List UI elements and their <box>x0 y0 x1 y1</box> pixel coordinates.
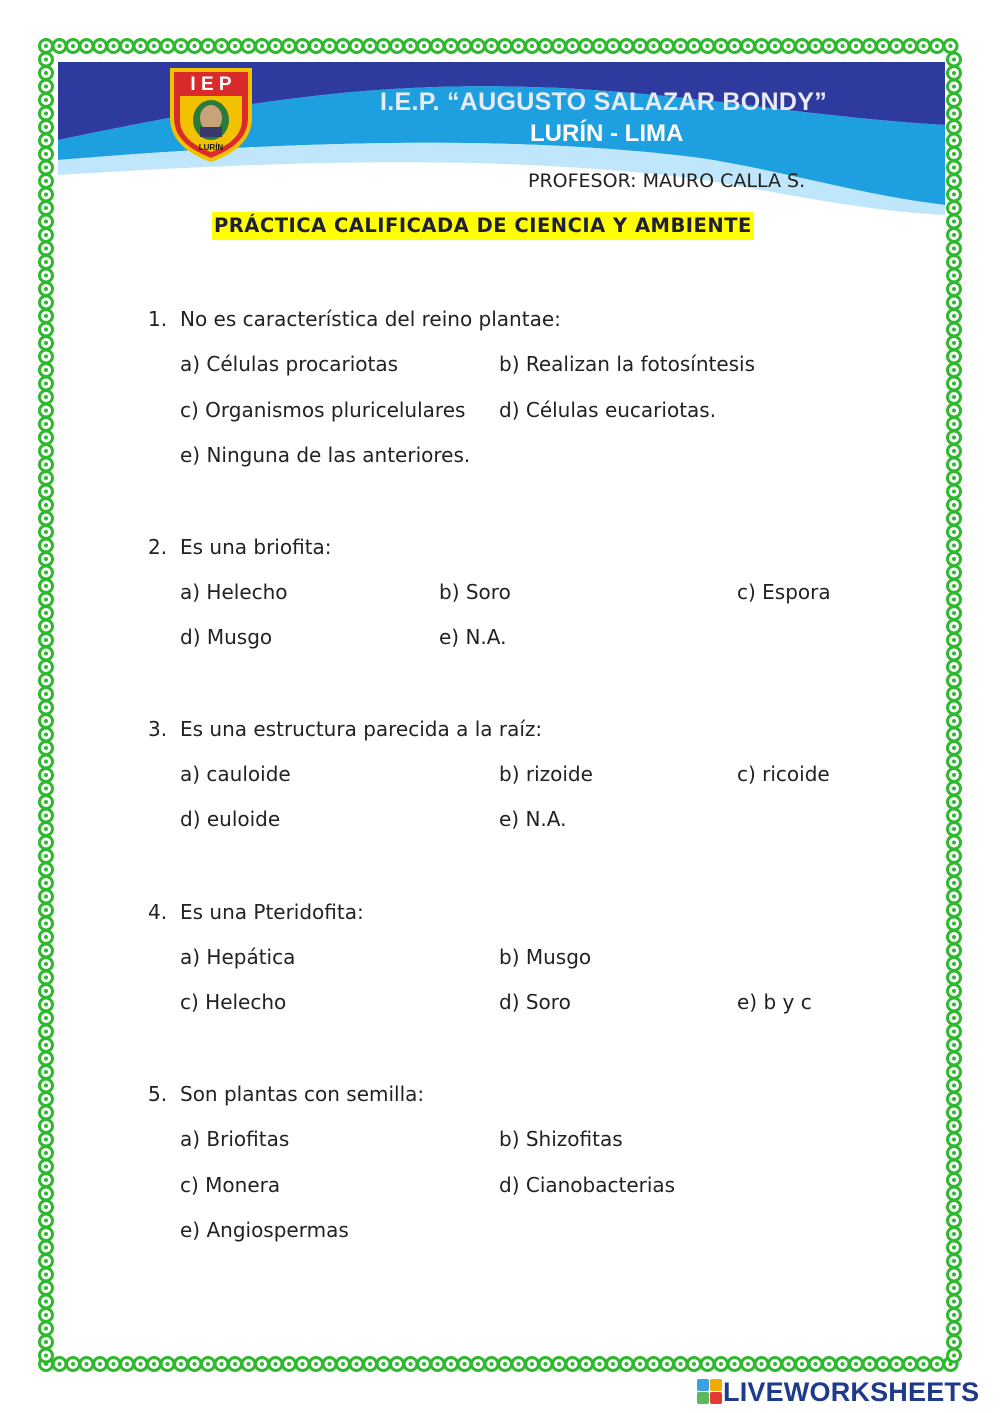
question-text: Es una Pteridofita: <box>180 900 364 924</box>
school-name: I.E.P. “AUGUSTO SALAZAR BONDY” <box>380 88 828 116</box>
border-ornament-dot <box>476 1362 480 1366</box>
border-ornament-dot <box>287 1362 291 1366</box>
question-text: Es una estructura parecida a la raíz: <box>180 717 543 741</box>
border-ornament-dot <box>952 490 956 494</box>
border-ornament-dot <box>44 854 48 858</box>
border-ornament-dot <box>952 1354 956 1358</box>
border-ornament-dot <box>625 1362 629 1366</box>
option-a[interactable]: a) Briofitas <box>180 1127 290 1151</box>
border-ornament-dot <box>827 1362 831 1366</box>
border-ornament-dot <box>44 679 48 683</box>
practice-title: PRÁCTICA CALIFICADA DE CIENCIA Y AMBIENTE <box>212 212 754 240</box>
option-b[interactable]: b) Musgo <box>499 945 592 969</box>
border-ornament-dot <box>952 908 956 912</box>
border-ornament-dot <box>44 989 48 993</box>
border-ornament-dot <box>44 841 48 845</box>
border-ornament-dot <box>952 314 956 318</box>
professor-name: PROFESOR: MAURO CALLA S. <box>528 170 806 192</box>
border-ornament-dot <box>44 1111 48 1115</box>
border-ornament-dot <box>44 355 48 359</box>
border-ornament-dot <box>44 1030 48 1034</box>
option-e[interactable]: e) Ninguna de las anteriores. <box>180 443 471 467</box>
border-ornament-dot <box>44 463 48 467</box>
border-ornament-dot <box>44 287 48 291</box>
border-ornament-dot <box>952 503 956 507</box>
border-ornament-dot <box>952 976 956 980</box>
border-ornament-dot <box>952 476 956 480</box>
border-ornament-dot <box>44 692 48 696</box>
option-d[interactable]: d) Soro <box>499 990 571 1014</box>
border-ornament-dot <box>44 1178 48 1182</box>
border-ornament-dot <box>952 1327 956 1331</box>
border-ornament-dot <box>868 1362 872 1366</box>
border-ornament-dot <box>952 935 956 939</box>
option-b[interactable]: b) Soro <box>439 580 511 604</box>
border-ornament-dot <box>952 1138 956 1142</box>
border-ornament-dot <box>952 274 956 278</box>
border-ornament-dot <box>952 773 956 777</box>
border-ornament-dot <box>692 1362 696 1366</box>
border-ornament-dot <box>952 638 956 642</box>
border-ornament-dot <box>44 1327 48 1331</box>
border-ornament-dot <box>952 1124 956 1128</box>
border-ornament-dot <box>952 706 956 710</box>
border-ornament-dot <box>881 1362 885 1366</box>
border-ornament-dot <box>854 1362 858 1366</box>
border-ornament-dot <box>952 787 956 791</box>
border-ornament-dot <box>44 314 48 318</box>
border-ornament-dot <box>952 368 956 372</box>
border-ornament-dot <box>368 1362 372 1366</box>
border-ornament-dot <box>44 1124 48 1128</box>
option-a[interactable]: a) Hepática <box>180 945 296 969</box>
border-ornament-dot <box>44 476 48 480</box>
liveworksheets-icon <box>697 1379 723 1405</box>
option-c[interactable]: c) Helecho <box>180 990 287 1014</box>
border-ornament-dot <box>274 1362 278 1366</box>
border-ornament-dot <box>952 436 956 440</box>
border-ornament-dot <box>44 976 48 980</box>
border-ornament-dot <box>584 1362 588 1366</box>
option-a[interactable]: a) cauloide <box>180 762 291 786</box>
border-ornament-dot <box>952 395 956 399</box>
border-ornament-dot <box>517 1362 521 1366</box>
question-text: Son plantas con semilla: <box>180 1082 425 1106</box>
border-ornament-dot <box>800 1362 804 1366</box>
border-ornament-dot <box>44 665 48 669</box>
border-ornament-dot <box>952 1097 956 1101</box>
border-ornament-dot <box>44 868 48 872</box>
border-ornament-dot <box>952 652 956 656</box>
border-ornament-dot <box>952 814 956 818</box>
border-ornament-dot <box>952 881 956 885</box>
border-ornament-dot <box>952 1313 956 1317</box>
border-ornament-dot <box>44 1259 48 1263</box>
border-ornament-dot <box>719 1362 723 1366</box>
border-ornament-dot <box>166 1362 170 1366</box>
border-ornament-dot <box>952 760 956 764</box>
border-ornament-dot <box>952 287 956 291</box>
border-ornament-dot <box>44 895 48 899</box>
border-ornament-dot <box>206 1362 210 1366</box>
border-ornament-dot <box>952 1286 956 1290</box>
border-ornament-dot <box>571 1362 575 1366</box>
border-ornament-dot <box>44 328 48 332</box>
border-ornament-dot <box>44 1016 48 1020</box>
border-ornament-dot <box>952 544 956 548</box>
border-ornament-dot <box>952 868 956 872</box>
border-ornament-dot <box>952 409 956 413</box>
border-ornament-dot <box>952 1246 956 1250</box>
option-c[interactable]: c) Organismos pluricelulares <box>180 398 466 422</box>
border-ornament-dot <box>44 544 48 548</box>
option-c[interactable]: c) Espora <box>737 580 831 604</box>
border-ornament-dot <box>179 1362 183 1366</box>
option-e[interactable]: e) N.A. <box>439 625 507 649</box>
border-ornament-dot <box>44 949 48 953</box>
border-ornament-dot <box>544 1362 548 1366</box>
border-ornament-dot <box>301 1362 305 1366</box>
border-ornament-dot <box>436 1362 440 1366</box>
border-ornament-dot <box>952 1111 956 1115</box>
question-number: 4. <box>148 900 168 924</box>
border-ornament-dot <box>773 1362 777 1366</box>
border-ornament-dot <box>746 1362 750 1366</box>
border-ornament-dot <box>952 1178 956 1182</box>
border-ornament-dot <box>952 733 956 737</box>
border-ornament-dot <box>952 422 956 426</box>
border-ornament-dot <box>44 787 48 791</box>
border-ornament-dot <box>665 1362 669 1366</box>
border-ornament-dot <box>952 746 956 750</box>
border-ornament-dot <box>44 503 48 507</box>
border-ornament-dot <box>44 368 48 372</box>
border-ornament-dot <box>895 1362 899 1366</box>
border-ornament-dot <box>44 1043 48 1047</box>
border-ornament-dot <box>787 1362 791 1366</box>
border-ornament-dot <box>44 1354 48 1358</box>
border-ornament-dot <box>841 1362 845 1366</box>
logo-letters: I E P <box>190 74 232 95</box>
border-ornament-dot <box>44 1300 48 1304</box>
option-c[interactable]: c) Monera <box>180 1173 281 1197</box>
border-ornament-dot <box>952 328 956 332</box>
border-ornament-dot <box>952 571 956 575</box>
border-ornament-dot <box>922 1362 926 1366</box>
border-ornament-dot <box>733 1362 737 1366</box>
option-e[interactable]: e) N.A. <box>499 807 567 831</box>
border-ornament-dot <box>952 1300 956 1304</box>
border-ornament-dot <box>44 1070 48 1074</box>
border-ornament-dot <box>422 1362 426 1366</box>
border-ornament-dot <box>490 1362 494 1366</box>
border-ornament-dot <box>952 1165 956 1169</box>
border-ornament-dot <box>44 598 48 602</box>
border-ornament-dot <box>952 355 956 359</box>
option-b[interactable]: b) Shizofitas <box>499 1127 623 1151</box>
border-ornament-dot <box>44 638 48 642</box>
border-ornament-dot <box>952 841 956 845</box>
border-ornament-dot <box>952 1219 956 1223</box>
border-ornament-dot <box>952 665 956 669</box>
border-ornament-dot <box>44 1273 48 1277</box>
border-ornament-dot <box>952 1057 956 1061</box>
border-ornament-dot <box>598 1362 602 1366</box>
border-ornament-dot <box>341 1362 345 1366</box>
border-ornament-dot <box>952 598 956 602</box>
border-ornament-dot <box>44 1151 48 1155</box>
border-ornament-dot <box>952 1259 956 1263</box>
border-ornament-dot <box>952 827 956 831</box>
border-ornament-dot <box>952 1232 956 1236</box>
border-ornament-dot <box>44 395 48 399</box>
border-ornament-dot <box>952 1070 956 1074</box>
border-ornament-dot <box>952 260 956 264</box>
border-ornament-dot <box>44 733 48 737</box>
border-ornament-dot <box>44 814 48 818</box>
border-ornament-dot <box>44 1246 48 1250</box>
border-ornament-dot <box>44 625 48 629</box>
border-ornament-dot <box>952 1016 956 1020</box>
border-ornament-dot <box>382 1362 386 1366</box>
border-ornament-dot <box>952 584 956 588</box>
border-ornament-dot <box>44 1084 48 1088</box>
border-ornament-dot <box>952 557 956 561</box>
border-ornament-dot <box>952 949 956 953</box>
question-text: Es una briofita: <box>180 535 332 559</box>
border-ornament-dot <box>44 760 48 764</box>
border-ornament-dot <box>260 1362 264 1366</box>
border-ornament-dot <box>44 1003 48 1007</box>
border-ornament-dot <box>952 1273 956 1277</box>
border-ornament-dot <box>952 719 956 723</box>
border-ornament-dot <box>44 382 48 386</box>
border-ornament-dot <box>220 1362 224 1366</box>
question-text: No es característica del reino plantae: <box>180 307 561 331</box>
border-ornament-dot <box>112 1362 116 1366</box>
border-ornament-dot <box>44 409 48 413</box>
border-ornament-dot <box>139 1362 143 1366</box>
border-ornament-dot <box>44 422 48 426</box>
border-ornament-dot <box>71 1362 75 1366</box>
border-ornament-dot <box>557 1362 561 1366</box>
border-ornament-dot <box>395 1362 399 1366</box>
border-ornament-dot <box>952 382 956 386</box>
border-ornament-dot <box>952 1205 956 1209</box>
border-ornament-dot <box>193 1362 197 1366</box>
option-e[interactable]: e) Angiospermas <box>180 1218 349 1242</box>
border-ornament-dot <box>952 517 956 521</box>
option-c[interactable]: c) ricoide <box>737 762 830 786</box>
border-ornament-dot <box>952 611 956 615</box>
border-ornament-dot <box>85 1362 89 1366</box>
border-ornament-dot <box>44 490 48 494</box>
border-ornament-dot <box>44 1138 48 1142</box>
border-ornament-dot <box>44 274 48 278</box>
border-ornament-dot <box>152 1362 156 1366</box>
border-ornament-dot <box>44 1286 48 1290</box>
border-ornament-dot <box>44 1340 48 1344</box>
border-ornament-dot <box>44 881 48 885</box>
border-ornament-dot <box>44 746 48 750</box>
option-e[interactable]: e) b y c <box>737 990 812 1014</box>
liveworksheets-brand[interactable] <box>697 1377 979 1407</box>
border-ornament-dot <box>952 463 956 467</box>
border-ornament-dot <box>463 1362 467 1366</box>
question-number: 5. <box>148 1082 168 1106</box>
border-ornament-dot <box>355 1362 359 1366</box>
border-ornament-dot <box>44 1097 48 1101</box>
border-ornament-dot <box>44 800 48 804</box>
border-ornament-dot <box>44 341 48 345</box>
border-ornament-dot <box>679 1362 683 1366</box>
border-ornament-dot <box>952 962 956 966</box>
border-ornament-dot <box>44 260 48 264</box>
border-ornament-dot <box>706 1362 710 1366</box>
border-ornament-dot <box>247 1362 251 1366</box>
border-ornament-dot <box>44 449 48 453</box>
option-d[interactable]: d) Células eucariotas. <box>499 398 717 422</box>
border-ornament-dot <box>935 1362 939 1366</box>
border-ornament-dot <box>952 800 956 804</box>
border-ornament-dot <box>44 706 48 710</box>
border-ornament-dot <box>409 1362 413 1366</box>
border-ornament-dot <box>44 1219 48 1223</box>
border-ornament-dot <box>952 1084 956 1088</box>
border-ornament-dot <box>125 1362 129 1366</box>
border-ornament-dot <box>952 341 956 345</box>
border-ornament-dot <box>314 1362 318 1366</box>
border-ornament-dot <box>952 922 956 926</box>
border-ornament-dot <box>44 517 48 521</box>
border-ornament-dot <box>44 530 48 534</box>
border-ornament-dot <box>952 1003 956 1007</box>
border-ornament-dot <box>44 719 48 723</box>
border-ornament-dot <box>952 989 956 993</box>
liveworksheets-label: LIVEWORKSHEETS <box>723 1376 980 1407</box>
option-a[interactable]: a) Células procariotas <box>180 352 399 376</box>
border-ornament-dot <box>952 530 956 534</box>
border-ornament-dot <box>44 827 48 831</box>
border-ornament-dot <box>503 1362 507 1366</box>
question-number: 1. <box>148 307 168 331</box>
border-ornament-dot <box>952 1340 956 1344</box>
border-ornament-dot <box>44 571 48 575</box>
border-ornament-dot <box>952 1043 956 1047</box>
option-a[interactable]: a) Helecho <box>180 580 288 604</box>
border-ornament-dot <box>44 1057 48 1061</box>
border-ornament-dot <box>44 301 48 305</box>
border-ornament-dot <box>44 1165 48 1169</box>
border-ornament-dot <box>44 584 48 588</box>
border-ornament-dot <box>44 436 48 440</box>
border-ornament-dot <box>952 301 956 305</box>
border-ornament-dot <box>44 1313 48 1317</box>
border-ornament-dot <box>814 1362 818 1366</box>
border-ornament-dot <box>611 1362 615 1366</box>
border-ornament-dot <box>952 854 956 858</box>
border-ornament-dot <box>44 557 48 561</box>
border-ornament-dot <box>760 1362 764 1366</box>
border-ornament-dot <box>44 652 48 656</box>
question-number: 3. <box>148 717 168 741</box>
border-ornament-dot <box>908 1362 912 1366</box>
border-ornament-dot <box>952 625 956 629</box>
option-d[interactable]: d) Musgo <box>180 625 273 649</box>
border-ornament-dot <box>44 611 48 615</box>
border-ornament-dot <box>952 1030 956 1034</box>
border-ornament-dot <box>44 962 48 966</box>
option-b[interactable]: b) Realizan la fotosíntesis <box>499 352 756 376</box>
border-ornament-dot <box>58 1362 62 1366</box>
border-ornament-dot <box>44 1232 48 1236</box>
border-ornament-dot <box>652 1362 656 1366</box>
border-ornament-dot <box>44 922 48 926</box>
border-ornament-dot <box>98 1362 102 1366</box>
border-ornament-dot <box>328 1362 332 1366</box>
logo-place: LURÍN <box>198 143 224 152</box>
border-ornament-dot <box>44 1205 48 1209</box>
question-number: 2. <box>148 535 168 559</box>
border-ornament-dot <box>233 1362 237 1366</box>
border-ornament-dot <box>638 1362 642 1366</box>
border-ornament-dot <box>44 1192 48 1196</box>
border-ornament-dot <box>44 908 48 912</box>
border-ornament-dot <box>952 895 956 899</box>
border-ornament-dot <box>449 1362 453 1366</box>
school-logo <box>172 70 250 160</box>
border-ornament-dot <box>952 692 956 696</box>
border-ornament-dot <box>952 449 956 453</box>
school-city: LURÍN - LIMA <box>530 120 684 147</box>
border-ornament-dot <box>44 935 48 939</box>
border-ornament-dot <box>952 1151 956 1155</box>
border-ornament-dot <box>952 679 956 683</box>
border-ornament-dot <box>44 773 48 777</box>
border-ornament-dot <box>530 1362 534 1366</box>
option-d[interactable]: d) euloide <box>180 807 281 831</box>
option-b[interactable]: b) rizoide <box>499 762 593 786</box>
option-d[interactable]: d) Cianobacterias <box>499 1173 676 1197</box>
border-ornament-dot <box>952 1192 956 1196</box>
